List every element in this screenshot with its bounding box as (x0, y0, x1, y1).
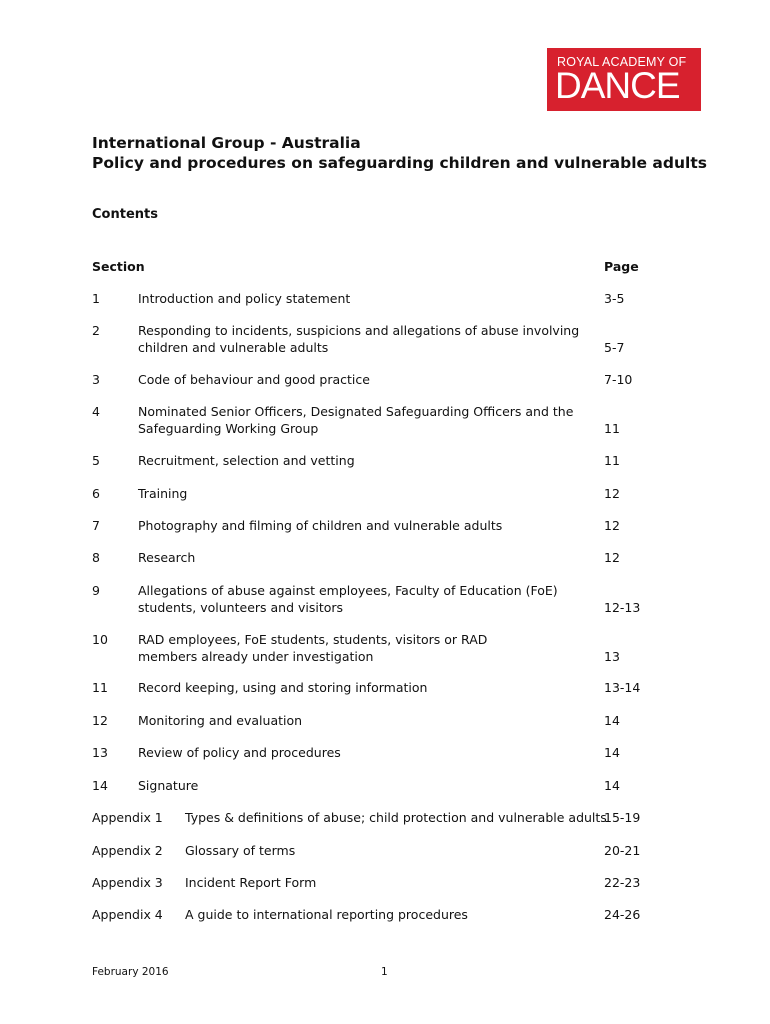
section-number: 2 (92, 323, 100, 338)
section-title: Responding to incidents, suspicions and allegations of abuse involving children and vulnerable adults (138, 323, 580, 355)
appendix-label: Appendix 3 (92, 875, 163, 890)
appendix-title: A guide to international reporting procedures (185, 907, 468, 922)
appendix-page: 20-21 (604, 843, 641, 858)
section-title: Recruitment, selection and vetting (138, 453, 355, 468)
section-page: 7-10 (604, 372, 633, 387)
section-title: Review of policy and procedures (138, 745, 341, 760)
section-number: 13 (92, 745, 108, 760)
section-number: 3 (92, 372, 100, 387)
section-number: 12 (92, 713, 108, 728)
section-number: 6 (92, 486, 100, 501)
document-subtitle: Policy and procedures on safeguarding children and vulnerable adults (92, 154, 707, 172)
logo-top-text: ROYAL ACADEMY OF (557, 55, 687, 69)
section-title: Monitoring and evaluation (138, 713, 303, 728)
appendix-page: 24-26 (604, 907, 641, 922)
appendix-title: Glossary of terms (185, 843, 296, 858)
section-number: 8 (92, 550, 100, 565)
section-number: 7 (92, 518, 100, 533)
section-title: Code of behaviour and good practice (138, 372, 370, 387)
document-title: International Group - Australia (92, 134, 361, 152)
section-number: 4 (92, 404, 100, 419)
section-number: 1 (92, 291, 100, 306)
section-number: 14 (92, 778, 108, 793)
section-title: Allegations of abuse against employees, Faculty of Education (FoE) students, volunteers and visitors (138, 583, 558, 615)
section-page: 12 (604, 486, 620, 501)
section-title: Introduction and policy statement (138, 291, 351, 306)
section-title: Signature (138, 778, 199, 793)
section-number: 9 (92, 583, 100, 598)
section-number: 5 (92, 453, 100, 468)
section-page: 12 (604, 550, 620, 565)
section-number: 11 (92, 680, 108, 695)
section-page: 11 (604, 421, 620, 436)
section-page: 11 (604, 453, 620, 468)
section-page: 12 (604, 518, 620, 533)
rad-logo (547, 48, 701, 111)
section-page: 13 (604, 649, 620, 664)
section-title: Training (138, 486, 188, 501)
section-page: 5-7 (604, 340, 625, 355)
appendix-title: Incident Report Form (185, 875, 317, 890)
section-page: 14 (604, 713, 620, 728)
page-column-header: Page (604, 259, 639, 274)
section-number: 10 (92, 632, 108, 647)
section-title: Nominated Senior Officers, Designated Safeguarding Officers and the Safeguarding Working Group (138, 404, 574, 436)
section-page: 14 (604, 778, 620, 793)
section-page: 13-14 (604, 680, 641, 695)
appendix-title: Types & definitions of abuse; child protection and vulnerable adults (185, 810, 607, 825)
section-page: 3-5 (604, 291, 625, 306)
section-title: RAD employees, FoE students, students, visitors or RAD members already under investigation (138, 632, 488, 664)
appendix-page: 15-19 (604, 810, 641, 825)
section-column-header: Section (92, 259, 145, 274)
footer-page-number: 1 (381, 966, 388, 978)
appendix-label: Appendix 4 (92, 907, 163, 922)
contents-heading: Contents (92, 207, 158, 222)
appendix-label: Appendix 2 (92, 843, 163, 858)
section-title: Record keeping, using and storing information (138, 680, 428, 695)
appendix-label: Appendix 1 (92, 810, 163, 825)
section-title: Photography and filming of children and vulnerable adults (138, 518, 503, 533)
logo-main-text: DANCE (555, 65, 680, 106)
section-page: 14 (604, 745, 620, 760)
appendix-page: 22-23 (604, 875, 641, 890)
section-title: Research (138, 550, 196, 565)
footer-date: February 2016 (92, 966, 169, 978)
section-page: 12-13 (604, 600, 641, 615)
